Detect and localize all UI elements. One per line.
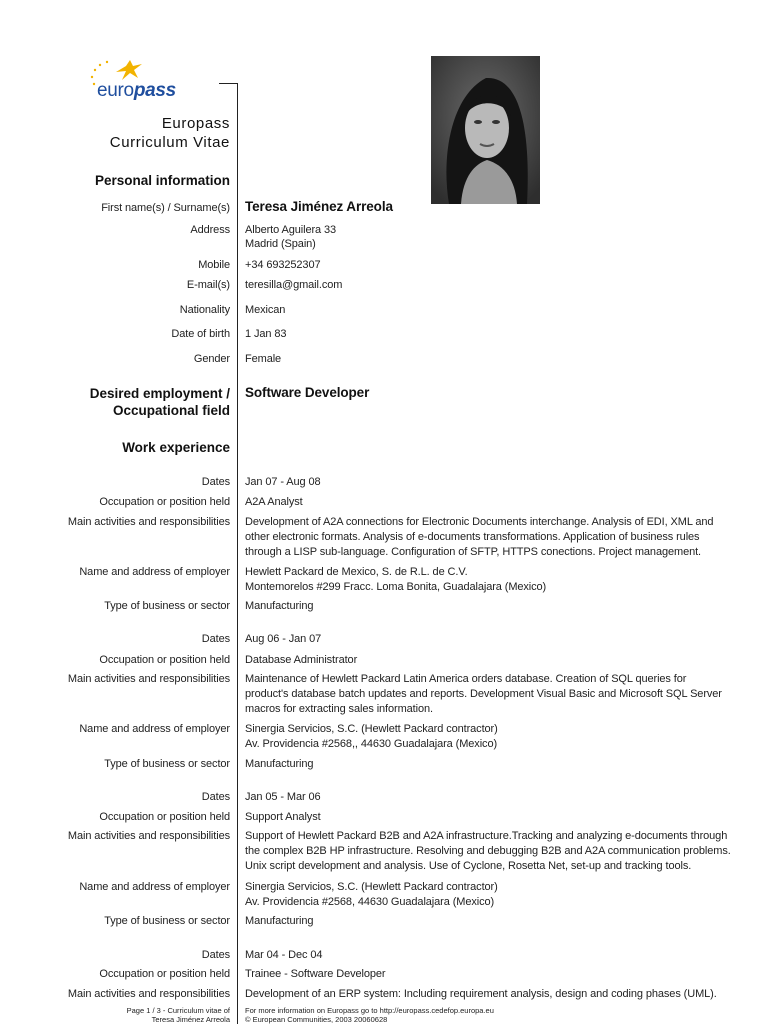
entry-dates: Aug 06 - Jan 07 xyxy=(245,633,322,645)
entry-employer-line: Av. Providencia #2568, 44630 Guadalajara (Mexico) xyxy=(245,896,495,908)
personal-information-heading: Personal information xyxy=(94,173,230,188)
entry-activities-line: Support of Hewlett Packard B2B and A2A infrastructure.Tracking and analyzing e-documents through xyxy=(245,830,728,842)
nationality-label: Nationality xyxy=(179,304,230,316)
header-divider xyxy=(219,83,237,84)
gender-value: Female xyxy=(245,353,282,365)
entry-activities-line: through a LISP sub-language. Configuration of SFTP, HTTPS conections. Project management. xyxy=(245,546,702,558)
nationality-value: Mexican xyxy=(245,304,286,316)
entry-activities-line: macros for extracting sales information. xyxy=(245,703,433,715)
dob-value: 1 Jan 83 xyxy=(245,328,287,340)
activities-label: Main activities and responsibilities xyxy=(67,673,230,685)
name-label: First name(s) / Surname(s) xyxy=(101,202,230,214)
occupation-label: Occupation or position held xyxy=(99,968,230,980)
entry-occupation: Trainee - Software Developer xyxy=(245,968,386,980)
work-experience-heading: Work experience xyxy=(122,440,230,455)
activities-label: Main activities and responsibilities xyxy=(67,830,230,842)
entry-activities-line: Development of an ERP system: Including requirement analysis, design and coding phases (UML). xyxy=(245,988,717,1000)
entry-dates: Jan 05 - Mar 06 xyxy=(245,791,321,803)
occupation-label: Occupation or position held xyxy=(99,496,230,508)
column-divider xyxy=(237,83,238,1024)
email-label: E-mail(s) xyxy=(186,279,230,291)
footer-europass-link[interactable]: For more information on Europass go to http://europass.cedefop.europa.eu xyxy=(245,1006,494,1015)
entry-dates: Mar 04 - Dec 04 xyxy=(245,949,323,961)
dates-label: Dates xyxy=(201,476,230,488)
business-label: Type of business or sector xyxy=(104,758,230,770)
entry-employer-line: Sinergia Servicios, S.C. (Hewlett Packard contractor) xyxy=(245,881,498,893)
dates-label: Dates xyxy=(201,791,230,803)
entry-activities-line: the complex B2B HP infrastructure. Resolving and debugging B2B and A2A communication problems. xyxy=(245,845,731,857)
entry-employer-line: Sinergia Servicios, S.C. (Hewlett Packard contractor) xyxy=(245,723,498,735)
entry-activities-line: Maintenance of Hewlett Packard Latin America orders database. Creation of SQL queries for xyxy=(245,673,687,685)
footer-cv-owner: Teresa Jiménez Arreola xyxy=(151,1015,230,1024)
europass-logo-text: europass xyxy=(97,80,176,101)
desired-employment-label-line1: Desired employment / xyxy=(89,386,230,401)
footer-copyright: © European Communities, 2003 20060628 xyxy=(245,1015,388,1024)
mobile-value: +34 693252307 xyxy=(245,259,321,271)
desired-employment-value: Software Developer xyxy=(245,385,370,400)
entry-activities-line: Development of A2A connections for Electronic Documents interchange. Analysis of EDI, XML and xyxy=(245,516,714,528)
desired-employment-label-line2: Occupational field xyxy=(112,403,230,418)
entry-occupation: A2A Analyst xyxy=(245,496,303,508)
document-title-line1: Europass xyxy=(161,115,230,132)
employer-label: Name and address of employer xyxy=(79,566,230,578)
occupation-label: Occupation or position held xyxy=(99,811,230,823)
entry-business: Manufacturing xyxy=(245,915,314,927)
entry-dates: Jan 07 - Aug 08 xyxy=(245,476,321,488)
entry-activities-line: product's database batch updates and reports. Development Visual Basic and Microsoft SQL Server xyxy=(245,688,722,700)
profile-photo xyxy=(431,56,540,204)
email-value: teresilla@gmail.com xyxy=(245,279,343,291)
entry-employer-line: Hewlett Packard de Mexico, S. de R.L. de C.V. xyxy=(245,566,468,578)
business-label: Type of business or sector xyxy=(104,600,230,612)
activities-label: Main activities and responsibilities xyxy=(67,516,230,528)
entry-business: Manufacturing xyxy=(245,758,314,770)
activities-label: Main activities and responsibilities xyxy=(67,988,230,1000)
occupation-label: Occupation or position held xyxy=(99,654,230,666)
entry-occupation: Database Administrator xyxy=(245,654,358,666)
dates-label: Dates xyxy=(201,633,230,645)
address-line1: Alberto Aguilera 33 xyxy=(245,224,337,236)
employer-label: Name and address of employer xyxy=(79,881,230,893)
business-label: Type of business or sector xyxy=(104,915,230,927)
gender-label: Gender xyxy=(193,353,230,365)
mobile-label: Mobile xyxy=(198,259,230,271)
entry-employer-line: Av. Providencia #2568,, 44630 Guadalajara (Mexico) xyxy=(245,738,498,750)
dates-label: Dates xyxy=(201,949,230,961)
employer-label: Name and address of employer xyxy=(79,723,230,735)
entry-business: Manufacturing xyxy=(245,600,314,612)
dob-label: Date of birth xyxy=(171,328,230,340)
footer-page-info: Page 1 / 3 - Curriculum vitae of xyxy=(126,1006,230,1015)
entry-activities-line: Unix script development and analysis. Use of Cyclone, Rosetta Net, set-up and tracking tools. xyxy=(245,860,692,872)
name-value: Teresa Jiménez Arreola xyxy=(245,199,393,214)
entry-occupation: Support Analyst xyxy=(245,811,321,823)
address-label: Address xyxy=(190,224,230,236)
document-title-line2: Curriculum Vitae xyxy=(109,134,230,151)
entry-employer-line: Montemorelos #299 Fracc. Loma Bonita, Guadalajara (Mexico) xyxy=(245,581,547,593)
address-line2: Madrid (Spain) xyxy=(245,238,316,250)
entry-activities-line: other electronic formats. Analysis of e-documents transformations. Application of business rules xyxy=(245,531,700,543)
